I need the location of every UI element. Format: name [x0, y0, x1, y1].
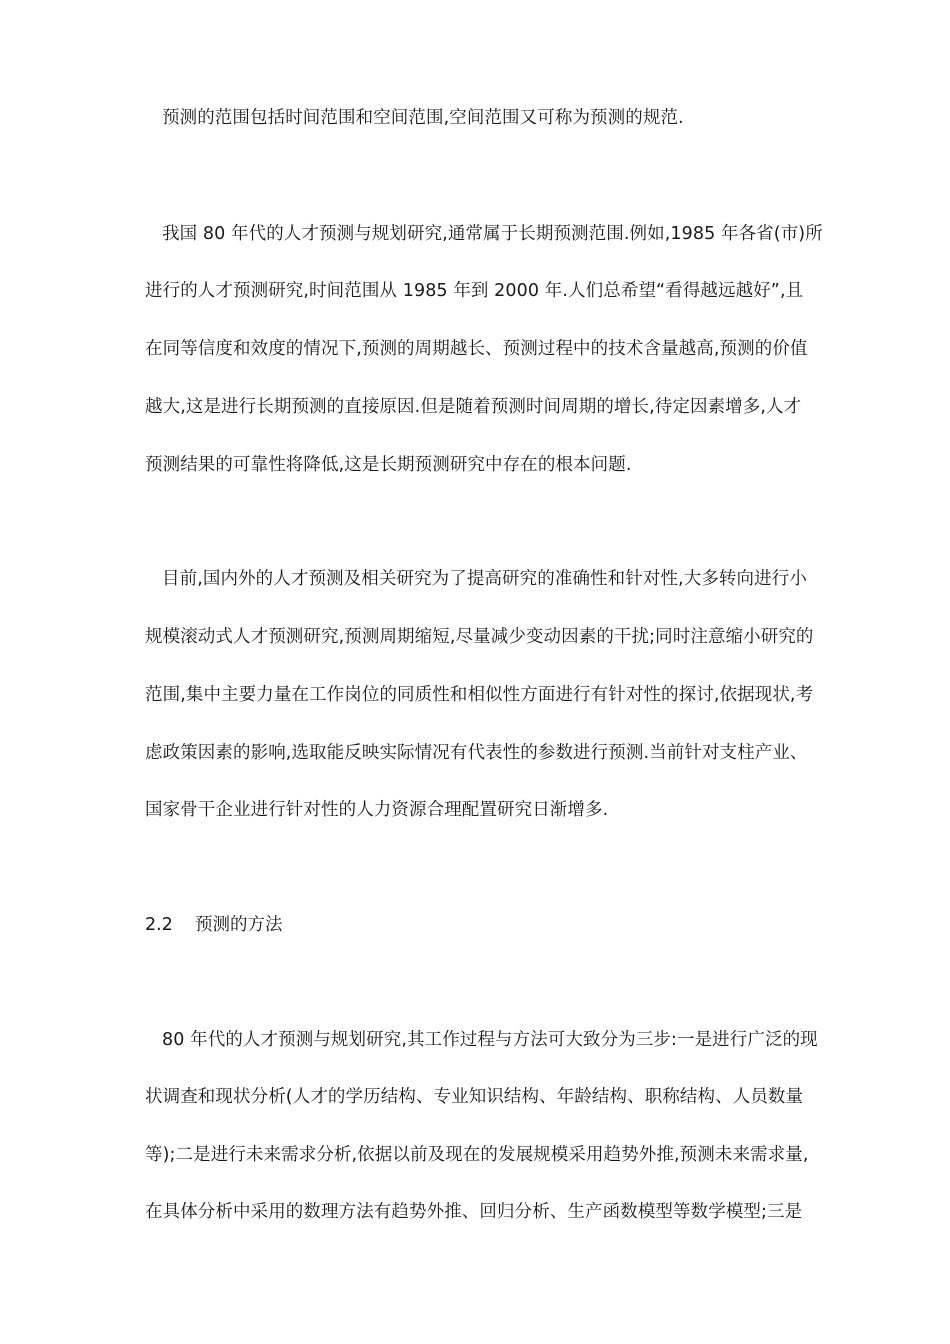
paragraph-4-line-4: 在具体分析中采用的数理方法有趋势外推、回归分析、生产函数模型等数学模型;三是: [145, 1202, 803, 1222]
paragraph-3-line-4: 虑政策因素的影响,选取能反映实际情况有代表性的参数进行预测.当前针对支柱产业、: [145, 743, 808, 763]
paragraph-4-line-1: 80 年代的人才预测与规划研究,其工作过程与方法可大致分为三步:一是进行广泛的现: [162, 1030, 818, 1050]
paragraph-3-line-2: 规模滚动式人才预测研究,预测周期缩短,尽量减少变动因素的干扰;同时注意缩小研究的: [145, 627, 814, 647]
paragraph-3-line-1: 目前,国内外的人才预测及相关研究为了提高研究的准确性和针对性,大多转向进行小: [162, 569, 807, 589]
paragraph-3-line-5: 国家骨干企业进行针对性的人力资源合理配置研究日渐增多.: [145, 800, 609, 820]
section-number: 2.2: [145, 915, 173, 935]
paragraph-2-line-2: 进行的人才预测研究,时间范围从 1985 年到 2000 年.人们总希望“看得越远越好”,且: [145, 281, 804, 301]
paragraph-2-line-4: 越大,这是进行长期预测的直接原因.但是随着预测时间周期的增长,待定因素增多,人才: [145, 397, 802, 417]
paragraph-2-line-5: 预测结果的可靠性将降低,这是长期预测研究中存在的根本问题.: [145, 455, 632, 475]
paragraph-1-line-1: 预测的范围包括时间范围和空间范围,空间范围又可称为预测的规范.: [162, 108, 684, 128]
paragraph-4-line-3: 等);二是进行未来需求分析,依据以前及现在的发展规模采用趋势外推,预测未来需求量,: [145, 1145, 809, 1165]
paragraph-3-line-3: 范围,集中主要力量在工作岗位的同质性和相似性方面进行有针对性的探讨,依据现状,考: [145, 685, 814, 705]
section-title: 预测的方法: [195, 915, 283, 935]
paragraph-2-line-1: 我国 80 年代的人才预测与规划研究,通常属于长期预测范围.例如,1985 年各省(市)所: [162, 224, 823, 244]
paragraph-4-line-2: 状调查和现状分析(人才的学历结构、专业知识结构、年龄结构、职称结构、人员数量: [145, 1087, 804, 1107]
paragraph-2-line-3: 在同等信度和效度的情况下,预测的周期越长、预测过程中的技术含量越高,预测的价值: [145, 339, 808, 359]
